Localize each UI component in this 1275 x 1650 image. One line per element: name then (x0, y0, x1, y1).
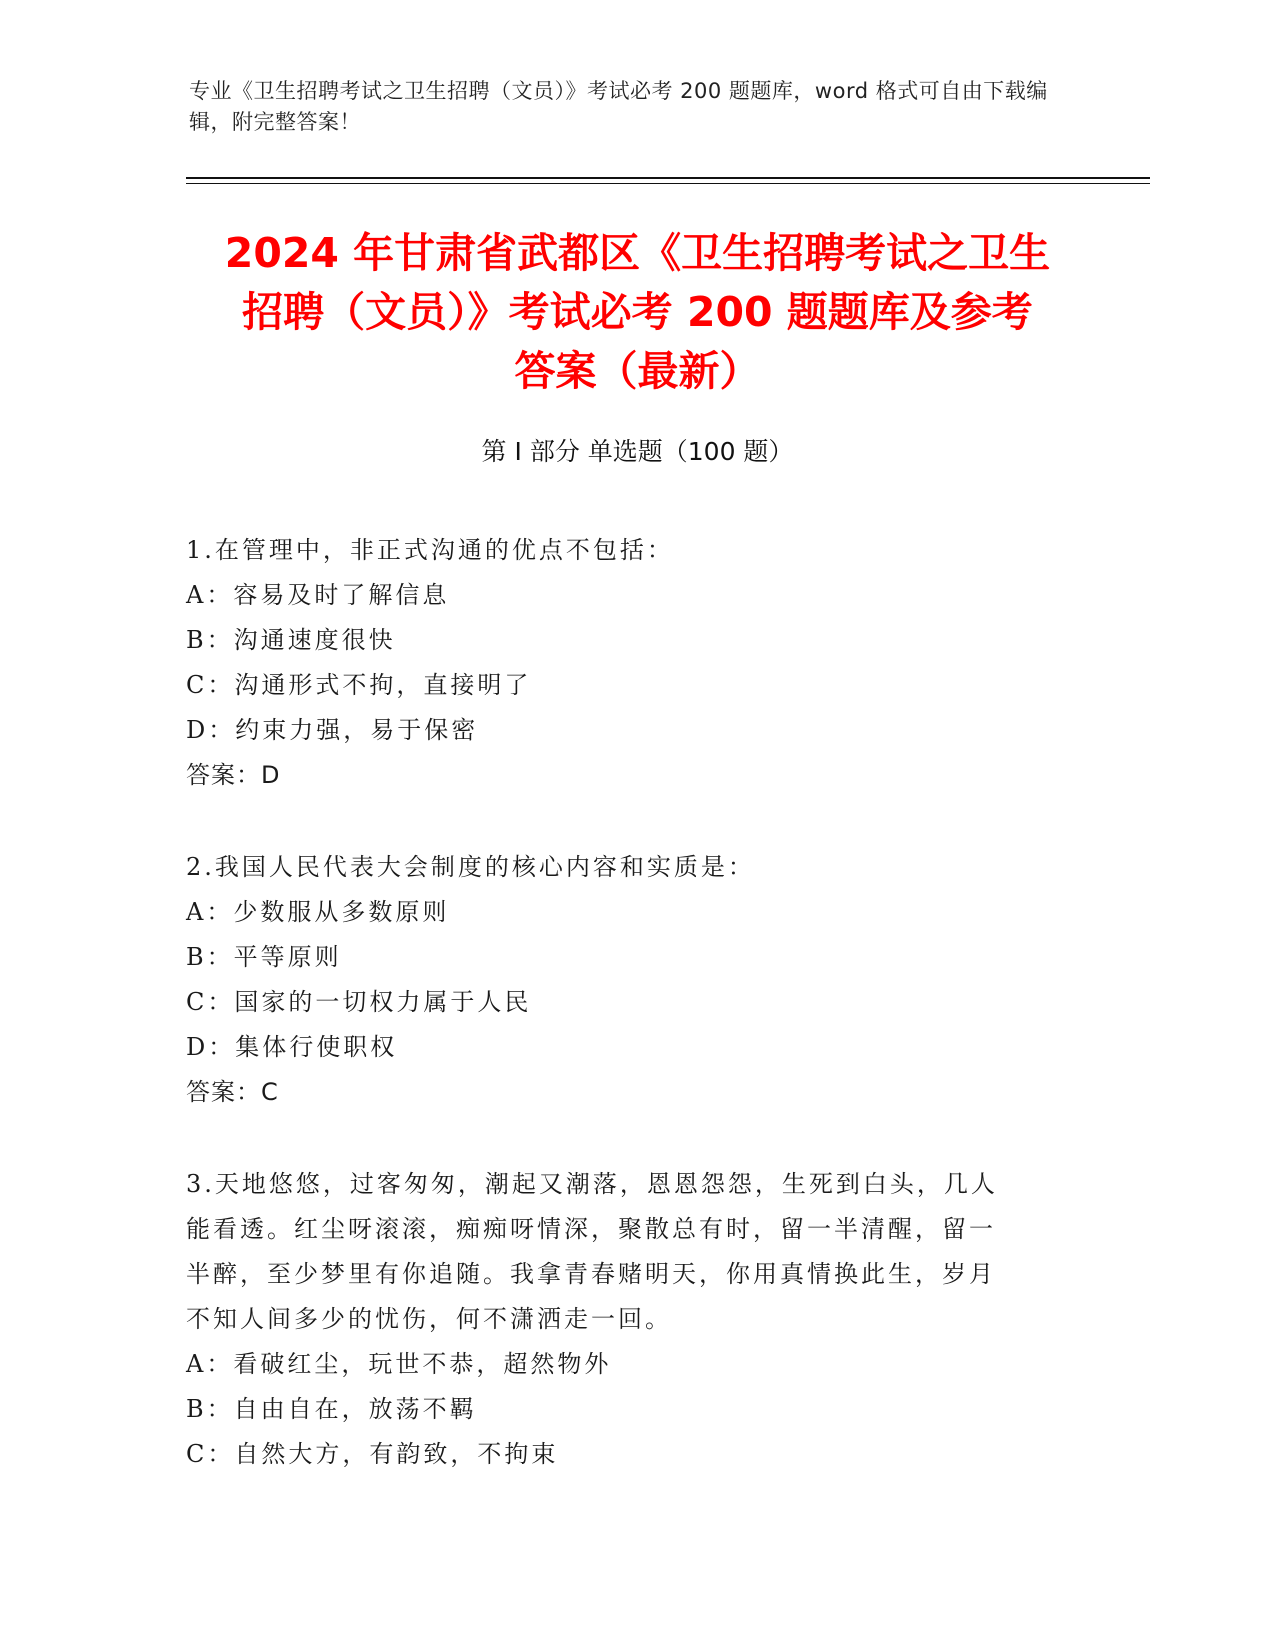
option-b: B：平等原则 (186, 943, 342, 971)
option-a: A：容易及时了解信息 (186, 581, 450, 609)
question-stem-line-2: 能看透。红尘呀滚滚，痴痴呀情深，聚散总有时，留一半清醒，留一 (186, 1215, 996, 1243)
question-stem-line-1: 3.天地悠悠，过客匆匆，潮起又潮落，恩恩怨怨，生死到白头，几人 (186, 1170, 998, 1198)
option-d: D：约束力强，易于保密 (186, 716, 479, 744)
question-2 (186, 845, 1056, 1115)
document-title (150, 224, 1125, 401)
option-a: A：少数服从多数原则 (186, 898, 450, 926)
option-a: A：看破红尘，玩世不恭，超然物外 (186, 1350, 612, 1378)
question-stem: 1.在管理中，非正式沟通的优点不包括： (186, 536, 674, 564)
option-b: B：沟通速度很快 (186, 626, 396, 654)
option-d: D：集体行使职权 (186, 1033, 398, 1061)
header-divider-thick (186, 177, 1150, 179)
option-c: C：自然大方，有韵致，不拘束 (186, 1440, 559, 1468)
header-note: 专业《卫生招聘考试之卫生招聘（文员）》考试必考 200 题题库，word 格式可自由下载编辑，附完整答案！ (189, 79, 1048, 134)
question-stem: 2.我国人民代表大会制度的核心内容和实质是： (186, 853, 755, 881)
answer-line: 答案：C (186, 1078, 279, 1106)
question-3 (186, 1162, 1056, 1477)
title-line-2: 招聘（文员）》考试必考 200 题题库及参考 (242, 288, 1033, 336)
question-1 (186, 528, 1056, 798)
option-b: B：自由自在，放荡不羁 (186, 1395, 477, 1423)
answer-line: 答案：D (186, 761, 281, 789)
title-line-3: 答案（最新） (514, 347, 761, 395)
title-line-1: 2024 年甘肃省武都区《卫生招聘考试之卫生 (224, 229, 1051, 277)
question-stem-line-3: 半醉，至少梦里有你追随。我拿青春赌明天，你用真情换此生，岁月 (186, 1260, 996, 1288)
option-c: C：国家的一切权力属于人民 (186, 988, 532, 1016)
header-divider-thin (186, 183, 1150, 184)
option-c: C：沟通形式不拘，直接明了 (186, 671, 532, 699)
section-heading: 第 I 部分 单选题（100 题） (481, 437, 794, 466)
question-stem-line-4: 不知人间多少的忧伤，何不潇洒走一回。 (186, 1305, 672, 1333)
